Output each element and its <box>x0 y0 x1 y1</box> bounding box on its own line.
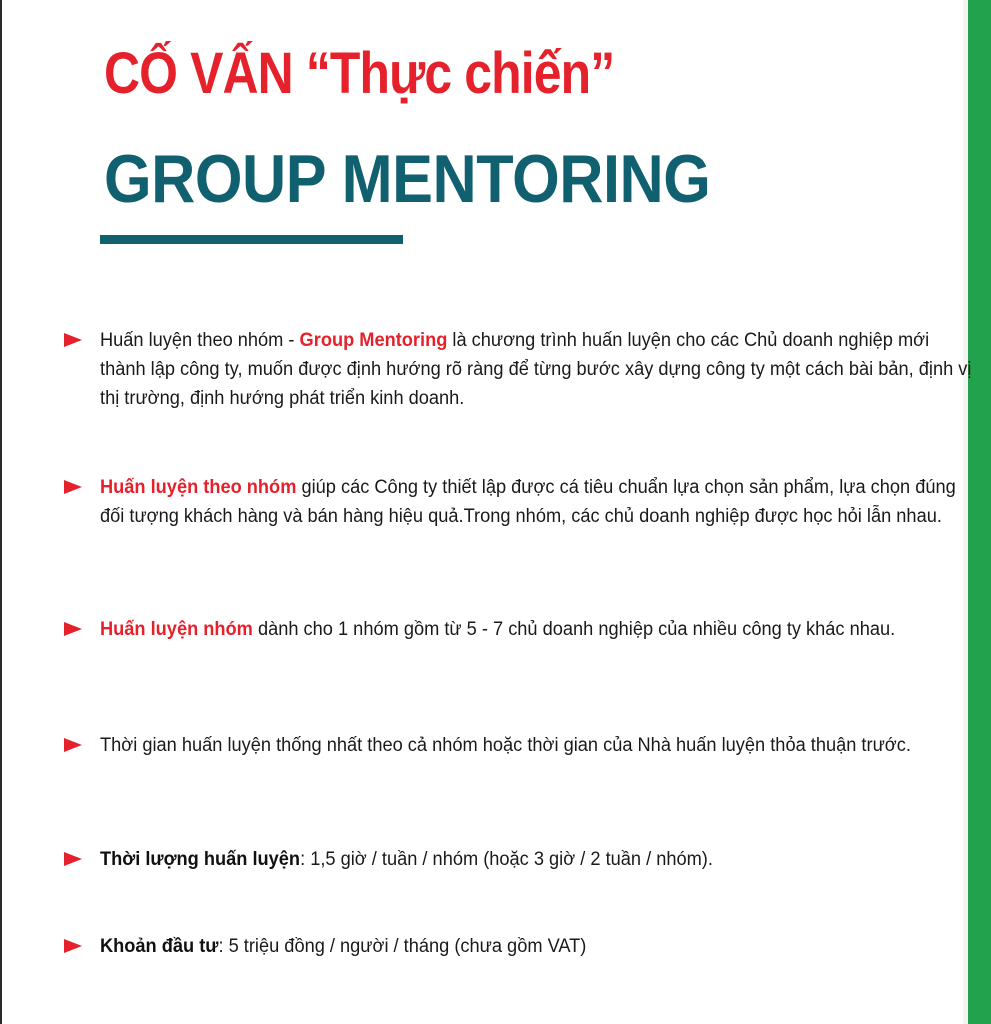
left-border <box>0 0 2 1024</box>
bullet-rest: : 1,5 giờ / tuần / nhóm (hoặc 3 giờ / 2 tuần / nhóm). <box>300 848 713 870</box>
bullet-arrow-icon <box>64 480 82 494</box>
bullet-item-5 <box>64 845 944 874</box>
bullet-text <box>100 615 974 644</box>
bullet-text <box>100 932 974 961</box>
bullet-text <box>100 473 974 531</box>
title-group-mentoring: GROUP MENTORING <box>104 141 711 217</box>
bullet-arrow-icon <box>64 939 82 953</box>
bullet-item-4 <box>64 731 944 760</box>
bullet-highlight: Huấn luyện nhóm <box>100 618 253 640</box>
bullet-label: Khoản đầu tư <box>100 935 219 957</box>
title-red: CỐ VẤN “Thực chiến” <box>104 41 615 106</box>
bullet-item-1 <box>64 326 972 413</box>
bullet-rest: : 5 triệu đồng / người / tháng (chưa gồm VAT) <box>218 935 587 957</box>
bullet-rest: là chương trình huấn luyện cho các Chủ doanh nghiệp mới thành lập công ty, muốn được định hướng rõ ràng để từng bước xây dựng công ty một cách bài bản, định vị thị trường, định hướng phát triển kinh doanh. <box>100 329 972 409</box>
bullet-arrow-icon <box>64 333 82 347</box>
title-underline <box>100 235 403 244</box>
bullet-highlight: Huấn luyện theo nhóm <box>100 476 297 498</box>
bullet-item-3 <box>64 615 944 644</box>
bullet-arrow-icon <box>64 738 82 752</box>
bullet-arrow-icon <box>64 622 82 636</box>
bullet-highlight: Group Mentoring <box>299 329 448 351</box>
bullet-rest: dành cho 1 nhóm gồm từ 5 - 7 chủ doanh nghiệp của nhiều công ty khác nhau. <box>252 618 896 640</box>
bullet-arrow-icon <box>64 852 82 866</box>
bullet-label: Thời lượng huấn luyện <box>100 848 301 870</box>
bullet-text: Thời gian huấn luyện thống nhất theo cả nhóm hoặc thời gian của Nhà huấn luyện thỏa thuận trước. <box>100 734 911 756</box>
bullet-text <box>100 326 974 413</box>
bullet-rest: giúp các Công ty thiết lập được cá tiêu chuẩn lựa chọn sản phẩm, lựa chọn đúng đối tượng khách hàng và bán hàng hiệu quả.Trong nhóm, các chủ doanh nghiệp được học hỏi lẫn nhau. <box>100 476 956 527</box>
bullet-prefix: Huấn luyện theo nhóm - <box>100 329 300 351</box>
bullet-text <box>100 845 974 874</box>
bullet-item-2 <box>64 473 956 531</box>
bullet-item-6 <box>64 932 944 961</box>
